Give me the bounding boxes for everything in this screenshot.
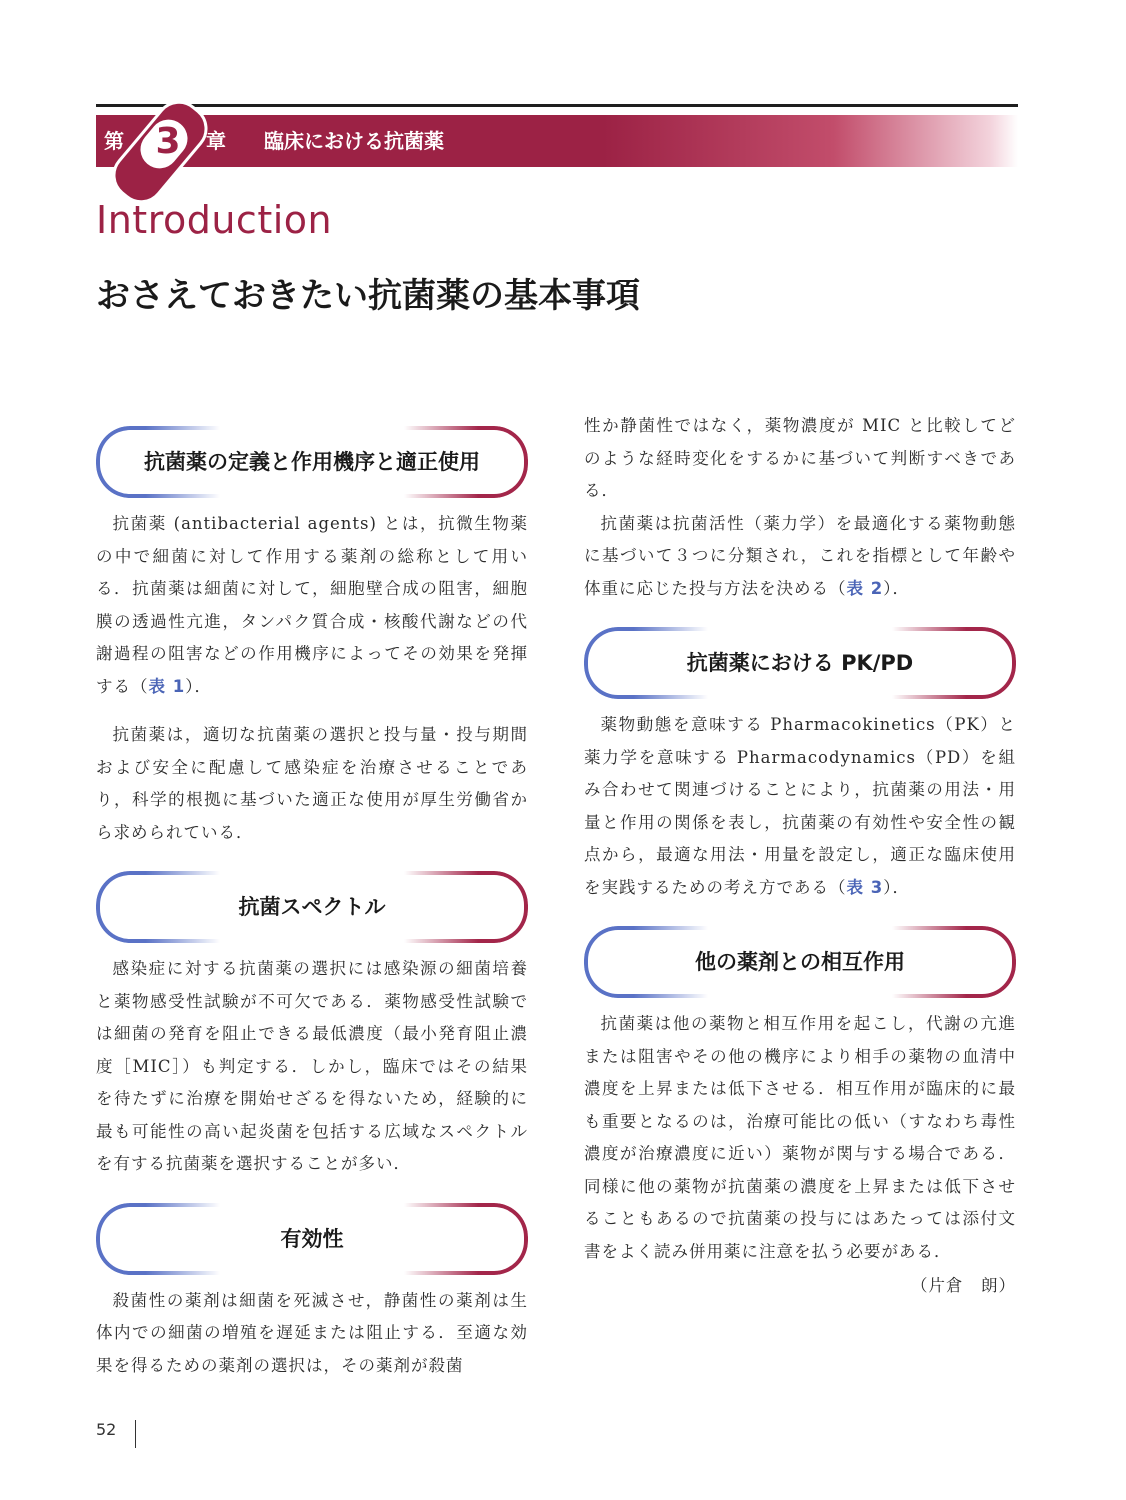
page-number: 52 (96, 1420, 117, 1439)
paragraph (96, 1285, 528, 1383)
section-heading-text: 抗菌薬の定義と作用機序と適正使用 (144, 450, 480, 474)
paragraph-tail: ）． (185, 676, 212, 696)
section-heading-text: 抗菌薬における PK/PD (686, 651, 914, 675)
paragraph-text: 殺菌性の薬剤は細菌を死滅させ，静菌性の薬剤は生体内での細菌の増殖を遅延または阻止する．至適な効果を得るための薬剤の選択は，その薬剤が殺菌 (96, 1290, 528, 1375)
page-title: おさえておきたい抗菌薬の基本事項 (96, 276, 640, 316)
paragraph (96, 719, 528, 849)
page-number-divider (135, 1420, 136, 1448)
author-credit: （片倉 朗） (911, 1276, 1016, 1295)
table-reference: 表 2 (846, 578, 884, 598)
section-heading-text: 他の薬剤との相互作用 (695, 950, 905, 974)
section-heading (96, 1203, 528, 1271)
section-heading-text: 抗菌スペクトル (238, 895, 386, 919)
paragraph-text: 性か静菌性ではなく，薬物濃度が MIC と比較してどのような経時変化をするかに基づいて判断すべきである． (584, 416, 1016, 500)
paragraph (96, 953, 528, 1181)
section-heading-text: 有効性 (280, 1226, 344, 1251)
paragraph-continuation (584, 410, 1016, 508)
paragraph (96, 508, 528, 703)
introduction-label: Introduction (96, 198, 333, 242)
right-column (584, 410, 1016, 1302)
paragraph-tail: ）． (883, 877, 910, 897)
section-heading (96, 871, 528, 939)
paragraph (584, 1008, 1016, 1268)
paragraph (584, 508, 1016, 606)
chapter-title: 臨床における抗菌薬 (264, 129, 444, 153)
paragraph-text: 抗菌薬は，適切な抗菌薬の選択と投与量・投与期間および安全に配慮して感染症を治療させることであり，科学的根拠に基づいた適正な使用が厚生労働省から求められている． (96, 725, 528, 842)
paragraph-text: 抗菌薬は他の薬物と相互作用を起こし，代謝の亢進または阻害やその他の機序により相手の薬物の血清中濃度を上昇または低下させる．相互作用が臨床的に最も重要となるのは，治療可能比の低い（すなわち毒性濃度が治療濃度に近い）薬物が関与する場合である．同様に他の薬物が抗菌薬の濃度を上昇または低下させることもあるので抗菌薬の投与にはあたっては添付文書をよく読み併用薬に注意を払う必要がある． (584, 1014, 1017, 1261)
paragraph-tail: ）． (883, 578, 910, 598)
section-heading (584, 926, 1016, 994)
chapter-number: 3 (155, 121, 181, 162)
paragraph-text: 薬物動態を意味する Pharmacokinetics（PK）と薬力学を意味する Pharmacodynamics（PD）を組み合わせて関連づけることにより，抗菌薬の用法・用量と作用の関係を表し，抗菌薬の有効性や安全性の観点から，最適な用法・用量を設定し，適正な臨床使用を実践するための考え方である（ (584, 715, 1016, 897)
section-heading (96, 426, 528, 494)
paragraph-text: 抗菌薬 (antibacterial agents) とは，抗微生物薬の中で細菌に対して作用する薬剤の総称として用いる．抗菌薬は細菌に対して，細胞壁合成の阻害，細胞膜の透過性亢進，タンパク質合成・核酸代謝などの代謝過程の阻害などの作用機序によってその効果を発揮する（ (96, 514, 528, 696)
table-reference: 表 3 (846, 877, 884, 897)
header-rule (96, 104, 1018, 107)
left-column (96, 426, 528, 1398)
paragraph-text: 抗菌薬は抗菌活性（薬力学）を最適化する薬物動態に基づいて３つに分類され，これを指標として年齢や体重に応じた投与方法を決める（ (584, 513, 1016, 598)
chapter-suffix: 章 (206, 129, 226, 153)
table-reference: 表 1 (148, 676, 186, 696)
paragraph-text: 感染症に対する抗菌薬の選択には感染源の細菌培養と薬物感受性試験が不可欠である．薬物感受性試験では細菌の発育を阻止できる最低濃度（最小発育阻止濃度［MIC］）も判定する．しかし，臨床ではその結果を待たずに治療を開始せざるを得ないため，経験的に最も可能性の高い起炎菌を包括する広域なスペクトルを有する抗菌薬を選択することが多い． (96, 959, 528, 1173)
chapter-banner (96, 115, 1018, 167)
chapter-prefix: 第 (104, 129, 124, 153)
paragraph (584, 709, 1016, 904)
section-heading (584, 627, 1016, 695)
